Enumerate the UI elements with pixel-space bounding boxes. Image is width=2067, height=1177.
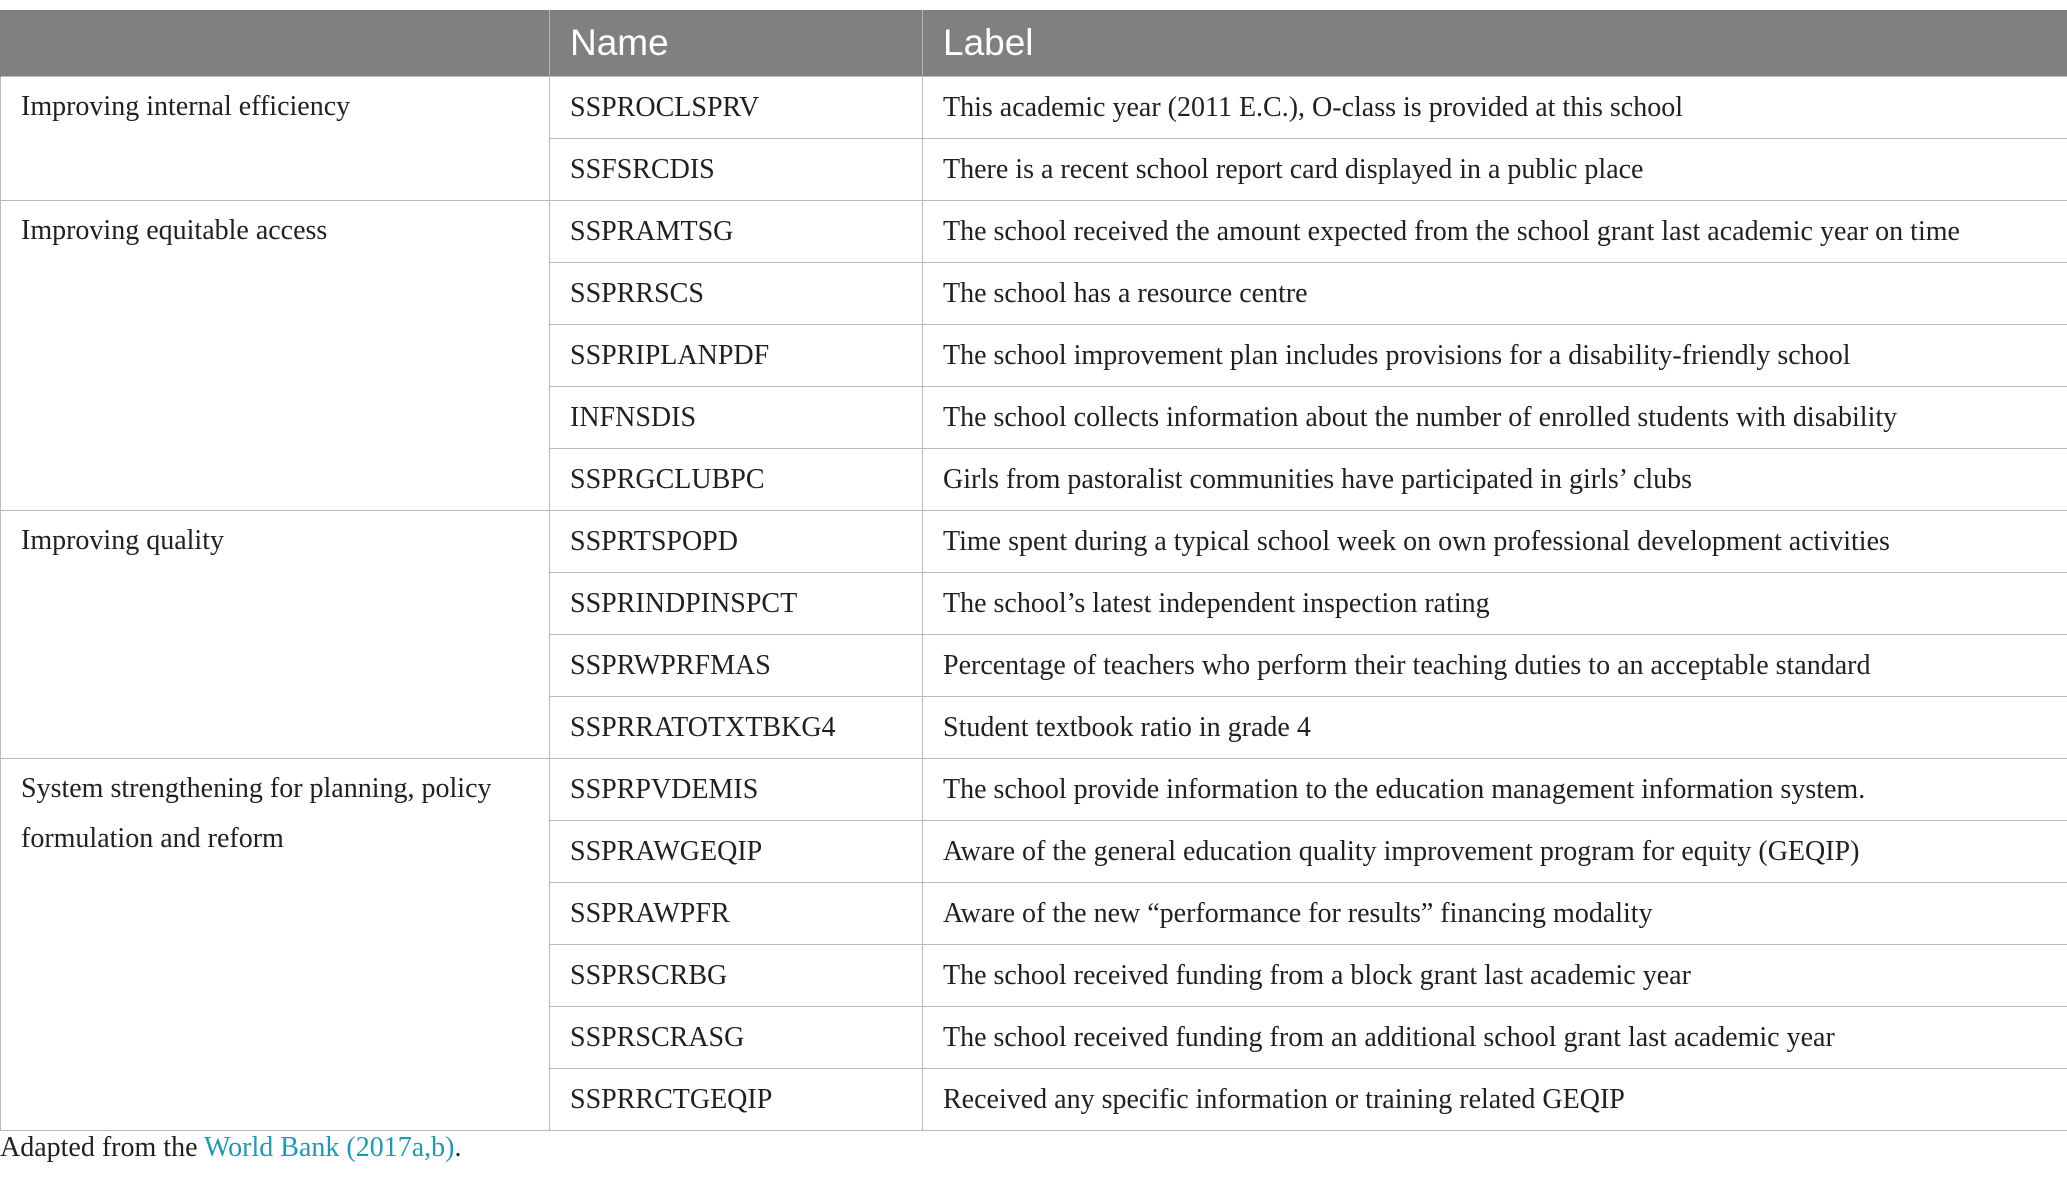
header-name: Name (550, 10, 923, 77)
variable-label-cell: The school provide information to the education management information system. (923, 759, 2067, 821)
category-cell (1, 201, 550, 511)
variable-label-cell: There is a recent school report card displayed in a public place (923, 139, 2067, 201)
variable-label-cell: The school received the amount expected from the school grant last academic year on time (923, 201, 2067, 263)
category-text: Improving quality (21, 525, 224, 556)
category-cell (1, 77, 550, 201)
table-row (1, 759, 2067, 821)
category-cell (1, 511, 550, 759)
variable-name-cell: SSPRAWPFR (550, 883, 923, 945)
variable-name-cell: SSPRAMTSG (550, 201, 923, 263)
table-header-row (1, 10, 2067, 77)
variable-name-cell: SSPRRSCS (550, 263, 923, 325)
variable-name-cell: SSPRIPLANPDF (550, 325, 923, 387)
variable-label-cell: Girls from pastoralist communities have participated in girls’ clubs (923, 449, 2067, 511)
variable-label-cell: The school has a resource centre (923, 263, 2067, 325)
table-row (1, 201, 2067, 263)
variable-name-cell: SSPRRCTGEQIP (550, 1069, 923, 1131)
table-row (1, 77, 2067, 139)
variable-name-cell: SSPRSCRASG (550, 1007, 923, 1069)
table-row (1, 511, 2067, 573)
header-category (1, 10, 550, 77)
variable-label-cell: The school received funding from a block grant last academic year (923, 945, 2067, 1007)
variable-label-cell: The school improvement plan includes provisions for a disability-friendly school (923, 325, 2067, 387)
category-cell (1, 759, 550, 1131)
variable-name-cell: SSPRTSPOPD (550, 511, 923, 573)
variable-label-cell: Aware of the new “performance for results” financing modality (923, 883, 2067, 945)
variable-name-cell: SSFSRCDIS (550, 139, 923, 201)
variable-name-cell: SSPRINDPINSPCT (550, 573, 923, 635)
variable-label-cell: Aware of the general education quality improvement program for equity (GEQIP) (923, 821, 2067, 883)
category-text: System strengthening for planning, policy formulation and reform (21, 773, 492, 854)
source-link[interactable]: World Bank (2017a,b) (203, 1132, 455, 1163)
variable-name-cell: SSPRRATOTXTBKG4 (550, 697, 923, 759)
variable-label-cell: This academic year (2011 E.C.), O-class is provided at this school (923, 77, 2067, 139)
category-text: Improving internal efficiency (21, 91, 351, 122)
variables-table-container (0, 10, 2067, 1131)
variable-name-cell: SSPRSCRBG (550, 945, 923, 1007)
variable-name-cell: SSPRWPRFMAS (550, 635, 923, 697)
variable-label-cell: Time spent during a typical school week on own professional development activities (923, 511, 2067, 573)
variable-name-cell: SSPRPVDEMIS (550, 759, 923, 821)
header-label: Label (923, 10, 2067, 77)
variable-name-cell: SSPRAWGEQIP (550, 821, 923, 883)
variable-label-cell: Student textbook ratio in grade 4 (923, 697, 2067, 759)
variable-label-cell: The school received funding from an additional school grant last academic year (923, 1007, 2067, 1069)
variable-name-cell: SSPRGCLUBPC (550, 449, 923, 511)
category-text: Improving equitable access (21, 215, 328, 246)
variable-name-cell: INFNSDIS (550, 387, 923, 449)
table-body (1, 77, 2067, 1131)
variable-name-cell: SSPROCLSPRV (550, 77, 923, 139)
source-suffix: . (454, 1132, 462, 1163)
variable-label-cell: Received any specific information or training related GEQIP (923, 1069, 2067, 1131)
variable-label-cell: The school’s latest independent inspection rating (923, 573, 2067, 635)
variable-label-cell: The school collects information about the number of enrolled students with disability (923, 387, 2067, 449)
variables-table (0, 10, 2067, 1131)
variable-label-cell: Percentage of teachers who perform their teaching duties to an acceptable standard (923, 635, 2067, 697)
source-prefix: Adapted from the (0, 1132, 204, 1163)
table-source-note (0, 1130, 461, 1166)
